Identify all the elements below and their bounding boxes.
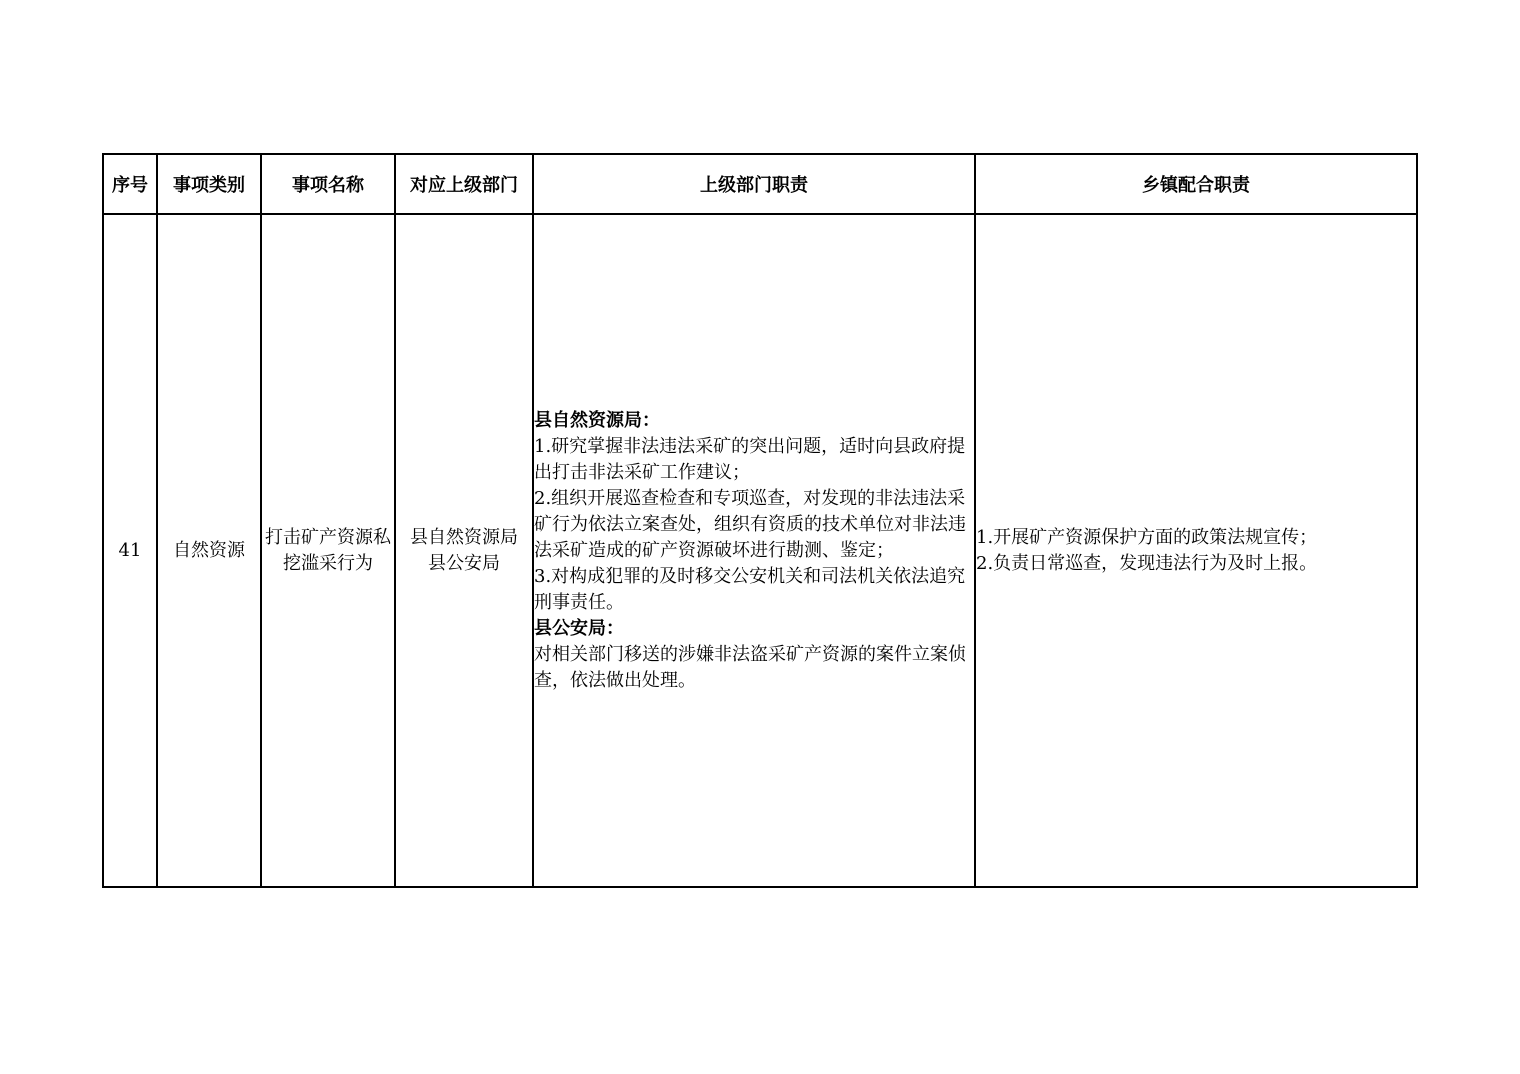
header-category: 事项类别 — [157, 154, 261, 214]
upper-dept-1: 县自然资源局 — [410, 526, 518, 548]
town-duty-item: 1.开展矿产资源保护方面的政策法规宣传； — [976, 526, 1318, 548]
header-row — [103, 154, 1417, 214]
dept1-item: 2.组织开展巡查检查和专项巡查，对发现的非法违法采矿行为依法立案查处，组织有资质的技术单位对非法违法采矿造成的矿产资源破坏进行勘测、鉴定； — [534, 487, 966, 561]
dept2-text: 对相关部门移送的涉嫌非法盗采矿产资源的案件立案侦查，依法做出处理。 — [534, 643, 966, 691]
dept2-heading: 县公安局： — [534, 617, 624, 639]
cell-seq: 41 — [103, 214, 157, 887]
dept1-item: 1.研究掌握非法违法采矿的突出问题，适时向县政府提出打击非法采矿工作建议； — [534, 435, 966, 483]
cell-category: 自然资源 — [157, 214, 261, 887]
dept1-item: 3.对构成犯罪的及时移交公安机关和司法机关依法追究刑事责任。 — [534, 565, 966, 613]
cell-upper-duty — [533, 214, 975, 887]
cell-item-name: 打击矿产资源私挖滥采行为 — [261, 214, 395, 887]
header-upper-dept: 对应上级部门 — [395, 154, 533, 214]
upper-dept-2: 县公安局 — [428, 552, 500, 574]
town-duty-item: 2.负责日常巡查，发现违法行为及时上报。 — [976, 552, 1318, 574]
header-item-name: 事项名称 — [261, 154, 395, 214]
table-row — [103, 214, 1417, 887]
cell-town-duty — [975, 214, 1417, 887]
header-upper-duty: 上级部门职责 — [533, 154, 975, 214]
header-seq: 序号 — [103, 154, 157, 214]
cell-upper-dept — [395, 214, 533, 887]
header-town-duty: 乡镇配合职责 — [975, 154, 1417, 214]
duty-table — [102, 153, 1418, 888]
dept1-heading: 县自然资源局： — [534, 409, 660, 431]
